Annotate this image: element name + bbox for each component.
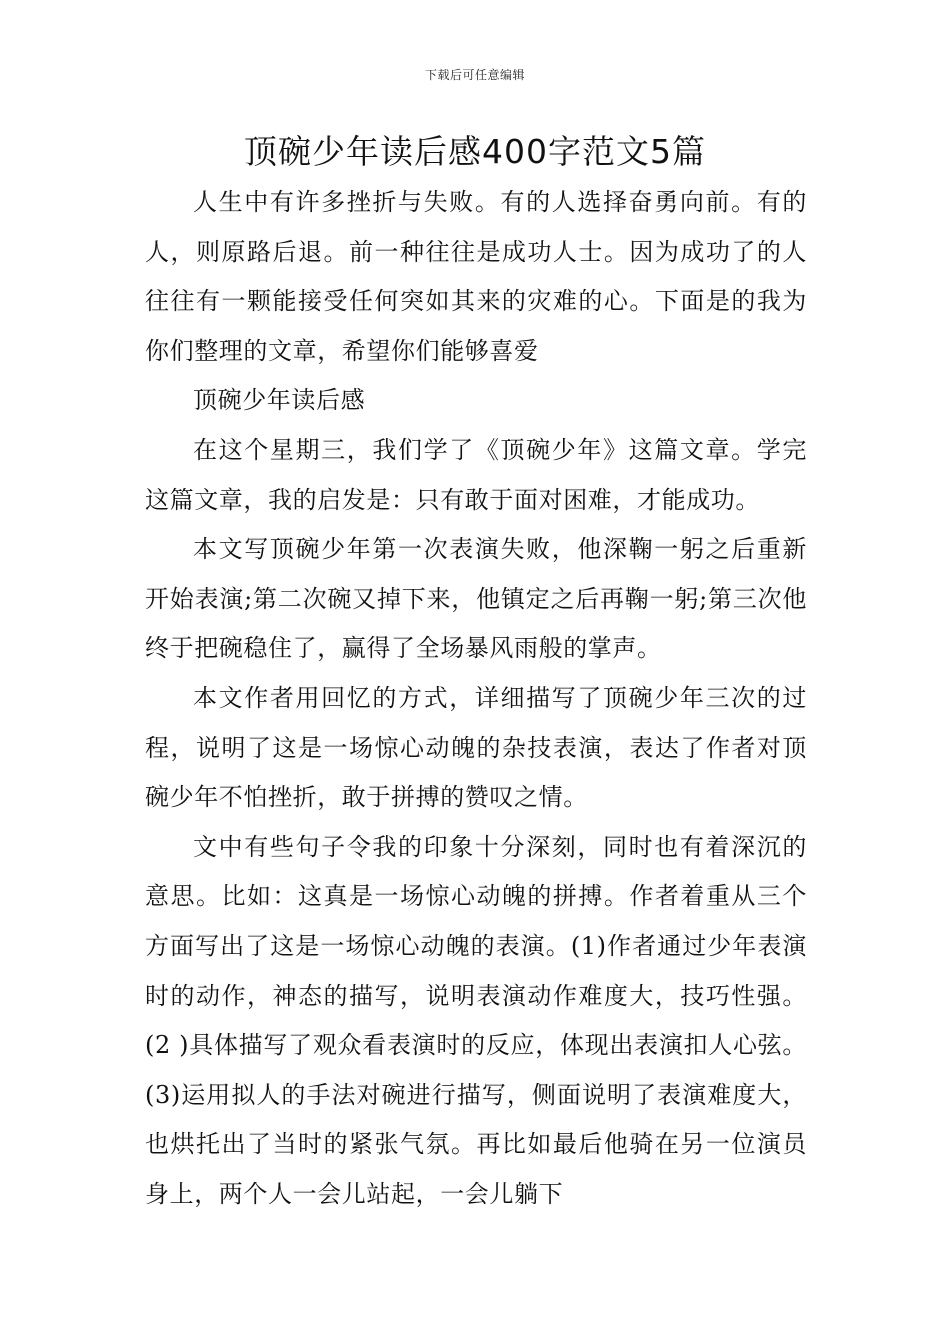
intro-paragraph: 人生中有许多挫折与失败。有的人选择奋勇向前。有的人，则原路后退。前一种往往是成功人士。因为成功了的人往往有一颗能接受任何突如其来的灾难的心。下面是的我为你们整理的文章，希望你们能够喜爱 [145, 188, 807, 365]
document-body [145, 178, 807, 1219]
body-paragraph: 文中有些句子令我的印象十分深刻，同时也有着深沉的意思。比如：这真是一场惊心动魄的拼搏。作者着重从三个方面写出了这是一场惊心动魄的表演。(1)作者通过少年表演时的动作，神态的描写，说明表演动作难度大，技巧性强。(2 )具体描写了观众看表演时的反应，体现出表演扣人心弦。(3)运用拟人的手法对碗进行描写，侧面说明了表演难度大，也烘托出了当时的紧张气氛。再比如最后他骑在另一位演员身上，两个人一会儿站起，一会儿躺下 [145, 832, 807, 1208]
body-paragraph: 本文写顶碗少年第一次表演失败，他深鞠一躬之后重新开始表演;第二次碗又掉下来，他镇定之后再鞠一躬;第三次他终于把碗稳住了，赢得了全场暴风雨般的掌声。 [145, 535, 807, 663]
body-paragraph: 在这个星期三，我们学了《顶碗少年》这篇文章。学完这篇文章，我的启发是：只有敢于面对困难，才能成功。 [145, 435, 807, 514]
header-note: 下载后可任意编辑 [424, 68, 525, 82]
document-title: 顶碗少年读后感400字范文5篇 [244, 132, 706, 171]
body-paragraph: 本文作者用回忆的方式，详细描写了顶碗少年三次的过程，说明了这是一场惊心动魄的杂技表演，表达了作者对顶碗少年不怕挫折，敢于拼搏的赞叹之情。 [145, 683, 807, 812]
section-heading: 顶碗少年读后感 [193, 386, 366, 415]
